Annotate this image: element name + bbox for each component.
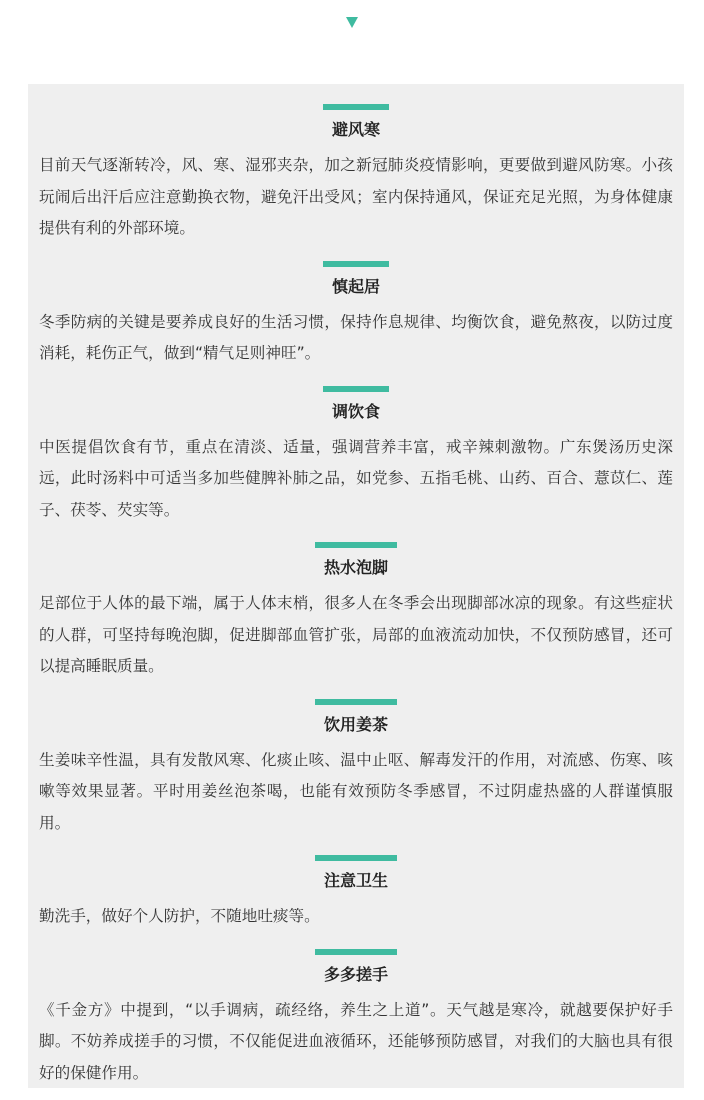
section-text: 生姜味辛性温，具有发散风寒、化痰止咳、温中止呕、解毒发汗的作用，对流感、伤寒、咳嗽等效果显著。平时用姜丝泡茶喝，也能有效预防冬季感冒，不过阴虚热盛的人群谨慎服用。 [39,750,673,832]
section-bar [315,949,397,955]
section-bar [315,699,397,705]
section-bifenghan [39,104,673,245]
section-text: 冬季防病的关键是要养成良好的生活习惯，保持作息规律、均衡饮食，避免熬夜，以防过度消耗，耗伤正气，做到“精气足则神旺”。 [39,312,673,362]
section-bar [315,855,397,861]
section-title: 热水泡脚 [323,558,388,577]
section-title: 多多搓手 [323,964,388,984]
section-bar [323,386,389,392]
section-title: 慎起居 [331,276,380,296]
section-title: 调饮食 [331,401,380,421]
section-yinyongjiangcha [39,699,673,840]
section-bar [323,261,389,267]
section-text: 足部位于人体的最下端，属于人体末梢，很多人在冬季会出现脚部冰凉的现象。有这些症状的人群，可坚持每晚泡脚，促进脚部血管扩张，局部的血液流动加快，不仅预防感冒，还可以提高睡眠质量。 [39,594,673,675]
section-text: 《千金方》中提到，“以手调病，疏经络，养生之上道”。天气越是寒冷，就越要保护好手脚。不妨养成搓手的习惯，不仅能促进血液循环，还能够预防感冒，对我们的大脑也具有很好的保健作用。 [39,1000,673,1082]
section-zhuyiweisheng [39,855,673,933]
section-tiaoyinshi [39,386,673,527]
section-title: 饮用姜茶 [323,714,388,734]
section-bar [323,104,389,110]
section-reshuipaojiao [39,542,673,683]
section-text: 勤洗手，做好个人防护，不随地吐痰等。 [39,907,320,925]
section-duoduocuoshou [39,949,673,1090]
section-bar [315,542,397,548]
section-text: 目前天气逐渐转冷，风、寒、湿邪夹杂，加之新冠肺炎疫情影响，更要做到避风防寒。小孩玩闹后出汗后应注意勤换衣物，避免汗出受风；室内保持通风，保证充足光照，为身体健康提供有利的外部环境。 [39,156,673,237]
section-text: 中医提倡饮食有节，重点在清淡、适量，强调营养丰富，戒辛辣刺激物。广东煲汤历史深远，此时汤料中可适当多加些健脾补肺之品，如党参、五指毛桃、山药、百合、薏苡仁、莲子、茯苓、芡实等。 [39,437,673,519]
section-title: 避风寒 [331,120,380,139]
triangle-down-icon [346,17,358,28]
top-arrow [0,15,704,31]
section-shenqiju [39,261,673,370]
section-title: 注意卫生 [323,871,388,890]
content-panel [28,84,684,1088]
